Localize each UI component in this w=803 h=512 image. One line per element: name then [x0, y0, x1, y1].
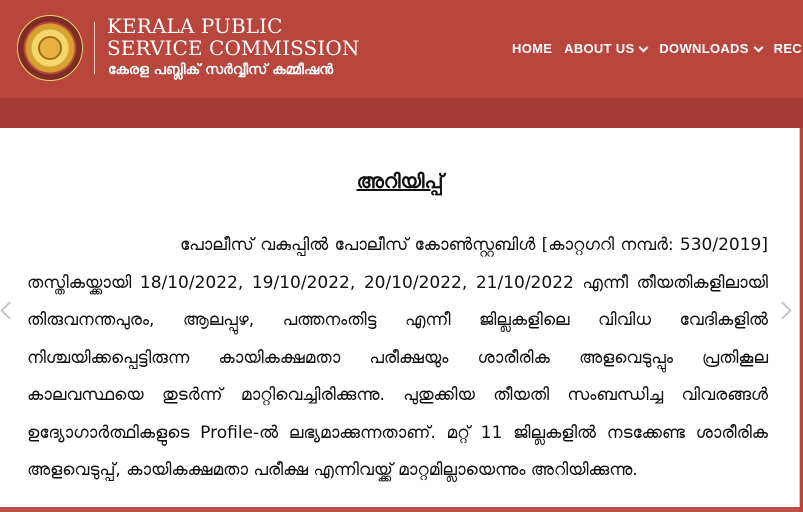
nav-about-us[interactable] — [564, 41, 647, 56]
emblem-center — [38, 36, 62, 60]
notice-title: അറിയിപ്പ് — [356, 169, 444, 193]
brand-divider — [94, 22, 95, 74]
nav-about-us-label: ABOUT US — [564, 41, 635, 56]
notice-body: പോലീസ് വകുപ്പിൽ പോലീസ് കോൺസ്റ്റബിൾ [കാറ്റഗറി നമ്പർ: 530/2019] തസ്തികയ്ക്കായി 18/10/2022, 19/10/2022, 20/10/2022, 21/10/2022 എന്നീ തീയതികളിലായി തിരുവനന്തപുരം, ആലപ്പുഴ, പത്തനംതിട്ട എന്നീ ജില്ലകളിലെ വിവിധ വേദികളിൽ നിശ്ചയിക്കപ്പെട്ടിരുന്ന കായികക്ഷമതാ പരീക്ഷയും ശാരീരിക അളവെടുപ്പും പ്രതികൂല കാലവസ്ഥയെ തുടർന്ന് മാറ്റിവെച്ചിരിക്കുന്നു. പുതുക്കിയ തീയതി സംബന്ധിച്ച വിവരങ്ങൾ ഉദ്യോഗാർത്ഥികളുടെ Profile-ൽ ലഭ്യമാക്കുന്നതാണ്. മറ്റ് 11 ജില്ലകളിൽ നടക്കേണ്ട ശാരീരിക അളവെടുപ്പ്, കായികക്ഷമതാ പരീക്ഷ എന്നിവയ്ക്ക് മാറ്റമില്ലായെന്നും അറിയിക്കുന്നു. — [27, 235, 768, 480]
header-subbar — [0, 98, 803, 128]
nav-truncated-item[interactable]: REC — [773, 41, 802, 56]
nav-downloads-label: DOWNLOADS — [659, 41, 749, 56]
chevron-down-icon — [639, 43, 649, 53]
chevron-down-icon — [753, 43, 763, 53]
brand-title-line-2[interactable]: SERVICE COMMISSION — [107, 36, 360, 60]
notice-panel — [0, 128, 800, 512]
nav-home[interactable]: HOME — [512, 41, 553, 56]
nav-downloads[interactable] — [659, 41, 761, 56]
kerala-psc-emblem-icon[interactable] — [17, 15, 83, 81]
main-navigation — [512, 41, 802, 56]
brand-title-line-1[interactable]: KERALA PUBLIC — [107, 14, 283, 38]
bottom-border-strip — [0, 507, 803, 512]
top-header — [0, 0, 803, 98]
brand-title-malayalam[interactable]: കേരള പബ്ലിക് സർവ്വീസ് കമ്മീഷൻ — [108, 62, 334, 78]
